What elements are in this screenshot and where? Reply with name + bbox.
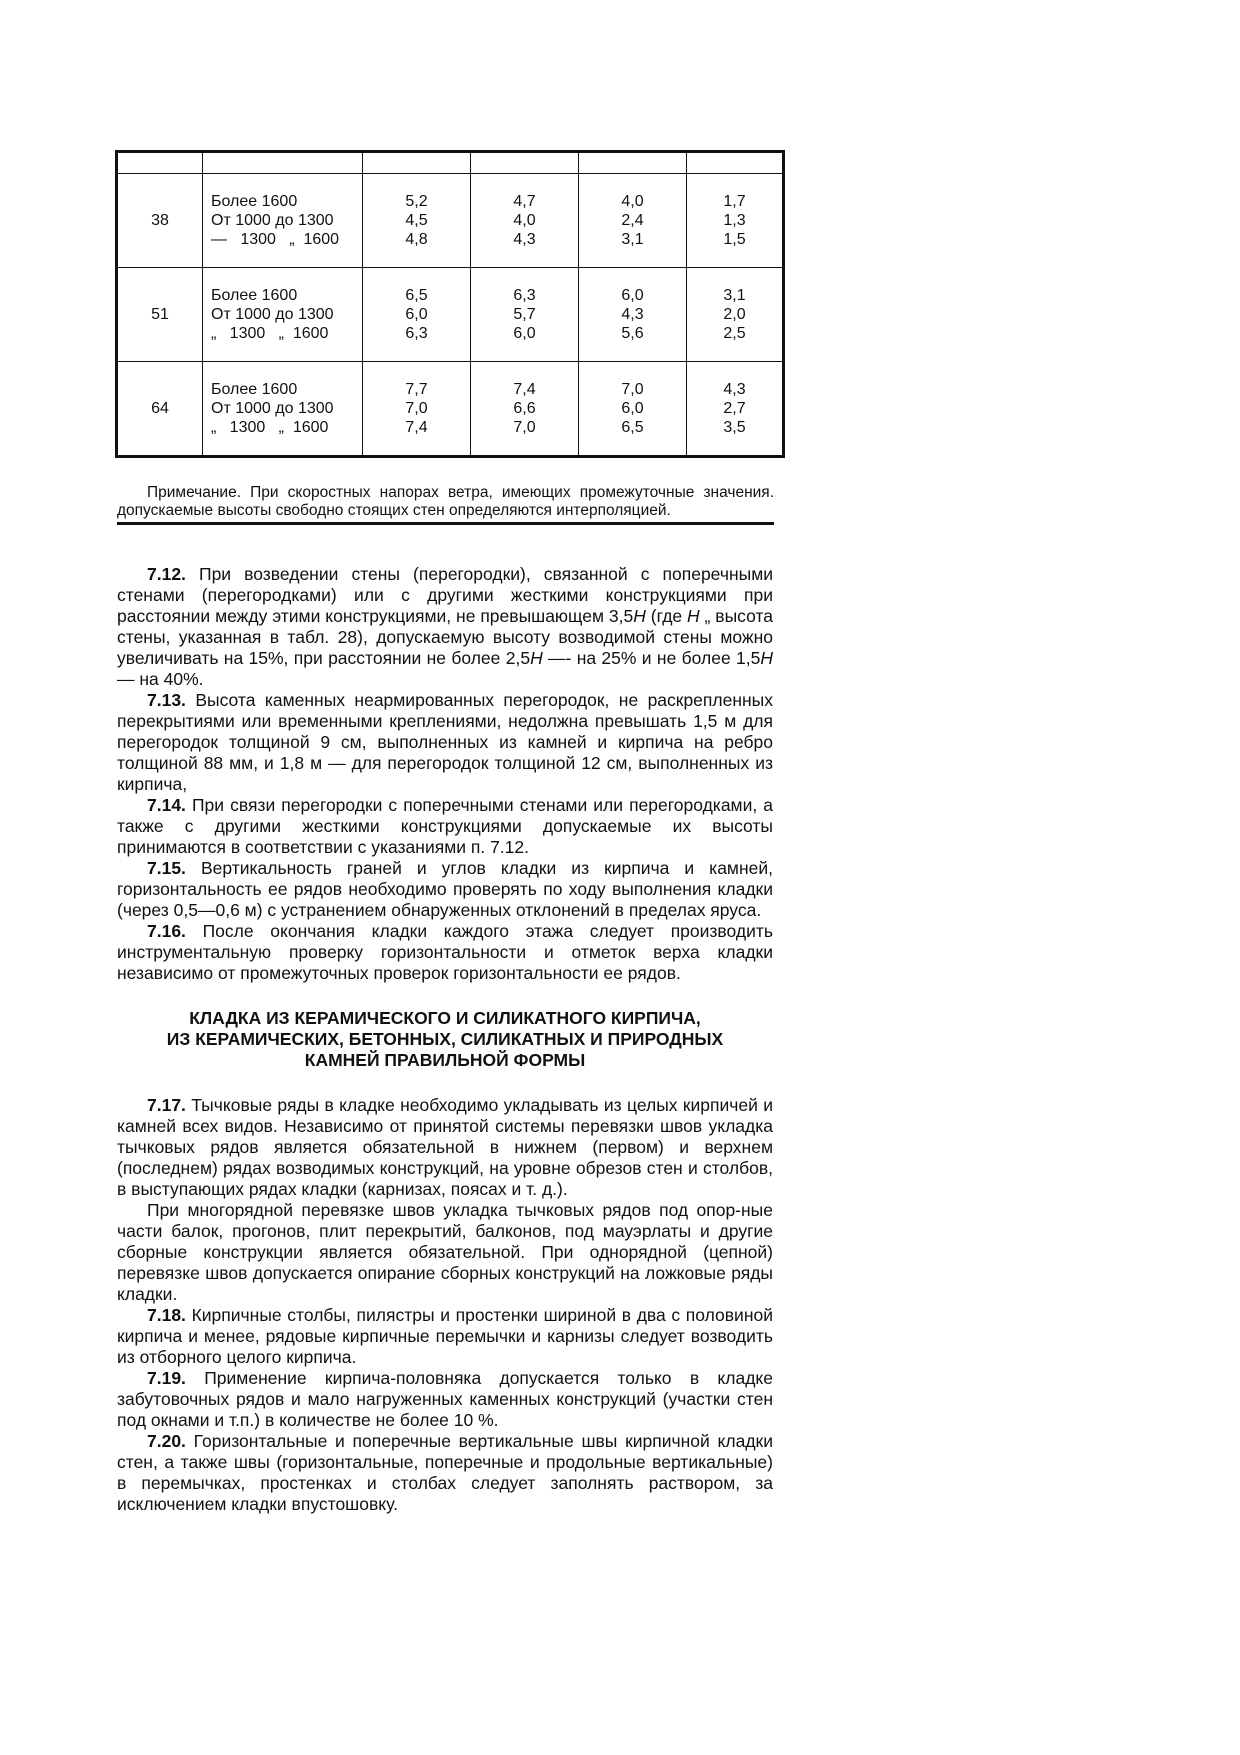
clause-number: 7.17. (147, 1095, 186, 1115)
italic-symbol: Н (633, 606, 646, 626)
paragraph-7-17 (117, 1095, 773, 1200)
height-value: 5,7 (513, 306, 536, 323)
clause-number: 7.14. (147, 795, 186, 815)
height-value-cell (471, 174, 579, 268)
height-value: 4,3 (723, 381, 746, 398)
paragraph-text: Горизонтальные и поперечные вертикальные швы кирпичной кладки стен, а также швы (горизонтальные, поперечные и продольные вертикальные) в перемычках, простенках и столбах следует заполнять раствором, за исключением кладки впустошовку. (117, 1431, 773, 1514)
paragraph-7-18 (117, 1305, 773, 1368)
wall-height-table (115, 150, 785, 458)
paragraph-text: „ высота стены, указанная в табл. 28), допускаемую высоту возводимой стены можно увеличивать на 15%, при расстоянии не более 2,5 (117, 606, 774, 668)
wind-pressure-line: Более 1600 (211, 193, 298, 210)
clause-number: 7.16. (147, 921, 186, 941)
section-heading-line: КЛАДКА ИЗ КЕРАМИЧЕСКОГО И СИЛИКАТНОГО КИРПИЧА, (189, 1008, 701, 1028)
table-header-cell (687, 152, 784, 174)
height-value: 6,0 (513, 325, 536, 342)
paragraph-text: При связи перегородки с поперечными стенами или перегородками, а также с другими жесткими конструкциями допускаемые их высоты принимаются в соответствии с указаниями п. 7.12. (117, 795, 773, 857)
height-value-cell (579, 362, 687, 457)
wind-pressure-line: Более 1600 (211, 381, 298, 398)
height-value: 6,3 (513, 287, 536, 304)
paragraph-text: Высота каменных неармированных перегородок, не раскрепленных перекрытиями или временными креплениями, недолжна превышать 1,5 м для перегородок толщиной 9 см, выполненных из камней и кирпича на ребро толщиной 88 мм, и 1,8 м — для перегородок толщиной 12 см, выполненных из кирпича, (117, 690, 773, 794)
height-value: 7,4 (513, 381, 536, 398)
table-row (117, 174, 784, 268)
height-value: 3,5 (723, 419, 746, 436)
height-value: 2,0 (723, 306, 746, 323)
section-heading-line: КАМНЕЙ ПРАВИЛЬНОЙ ФОРМЫ (304, 1050, 586, 1070)
height-value: 7,0 (513, 419, 536, 436)
height-value-cell (687, 174, 784, 268)
height-value: 6,0 (405, 306, 428, 323)
wind-pressure-line: От 1000 до 1300 (211, 400, 334, 417)
height-value-cell (471, 268, 579, 362)
paragraph-text: После окончания кладки каждого этажа следует производить инструментальную проверку горизонтальности и отметок верха кладки независимо от промежуточных проверок горизонтальности ее рядов. (117, 921, 773, 983)
wind-pressure-line: От 1000 до 1300 (211, 212, 334, 229)
clause-number: 7.13. (147, 690, 186, 710)
height-value-cell (363, 174, 471, 268)
table-header-cell (471, 152, 579, 174)
clause-number: 7.15. (147, 858, 186, 878)
table-row (117, 268, 784, 362)
height-value: 6,3 (405, 325, 428, 342)
height-value: 7,0 (621, 381, 644, 398)
section-heading-line: ИЗ КЕРАМИЧЕСКИХ, БЕТОННЫХ, СИЛИКАТНЫХ И ПРИРОДНЫХ (166, 1029, 724, 1049)
wall-thickness-cell: 38 (117, 174, 203, 268)
body-text (117, 564, 773, 1515)
paragraph-text: Применение кирпича-половняка допускается только в кладке забутовочных рядов и мало нагруженных каменных конструкций (участки стен под окнами и т.п.) в количестве не более 10 %. (117, 1368, 773, 1430)
paragraph-7-20 (117, 1431, 773, 1515)
paragraph-text: —- на 25% и не более 1,5 (542, 648, 761, 668)
height-value: 4,5 (405, 212, 428, 229)
clause-number: 7.12. (147, 564, 186, 584)
wind-pressure-line: Более 1600 (211, 287, 298, 304)
height-value: 4,8 (405, 231, 428, 248)
table-note: Примечание. При скоростных напорах ветра, имеющих промежуточные значения. допускаемые высоты свободно стоящих стен определяются интерполяцией. (117, 484, 774, 525)
wind-pressure-line: От 1000 до 1300 (211, 306, 334, 323)
italic-symbol: Н (687, 606, 700, 626)
table-header-cell (203, 152, 363, 174)
wall-thickness-cell: 51 (117, 268, 203, 362)
table-header-row (117, 152, 784, 174)
paragraph-7-13 (117, 690, 773, 795)
height-value: 6,5 (621, 419, 644, 436)
paragraph-text: Вертикальность граней и углов кладки из кирпича и камней, горизонтальность ее рядов необходимо проверять по ходу выполнения кладки (через 0,5—0,6 м) с устранением обнаруженных отклонений в пределах яруса. (117, 858, 773, 920)
wind-pressure-cell (203, 268, 363, 362)
height-value: 5,6 (621, 325, 644, 342)
table-header-cell (579, 152, 687, 174)
paragraph-7-16 (117, 921, 773, 984)
paragraph-7-19 (117, 1368, 773, 1431)
height-value: 3,1 (621, 231, 644, 248)
wind-pressure-line: „ 1300 „ 1600 (211, 419, 329, 436)
height-value: 6,6 (513, 400, 536, 417)
height-value-cell (471, 362, 579, 457)
height-value-cell (579, 268, 687, 362)
height-value: 4,0 (621, 193, 644, 210)
wall-thickness-cell: 64 (117, 362, 203, 457)
height-value: 6,0 (621, 400, 644, 417)
paragraph-text: При возведении стены (перегородки), связанной с поперечными стенами (перегородками) или с другими жесткими конструкциями при расстоянии между этими конструкциями, не превышающем 3,5 (117, 564, 773, 626)
clause-number: 7.20. (147, 1431, 186, 1451)
clause-number: 7.19. (147, 1368, 186, 1388)
paragraph-text: Кирпичные столбы, пилястры и простенки шириной в два с половиной кирпича и менее, рядовые кирпичные перемычки и карнизы следует возводить из отборного целого кирпича. (117, 1305, 773, 1367)
height-value: 6,5 (405, 287, 428, 304)
italic-symbol: Н (760, 648, 773, 668)
height-value: 4,7 (513, 193, 536, 210)
paragraph-text: — на 40%. (117, 669, 204, 689)
height-value: 6,0 (621, 287, 644, 304)
height-value: 2,7 (723, 400, 746, 417)
paragraph-7-17-continued (117, 1200, 773, 1305)
paragraph-7-14 (117, 795, 773, 858)
section-heading (117, 1008, 773, 1071)
table-row (117, 362, 784, 457)
height-value: 2,4 (621, 212, 644, 229)
paragraph-text: При многорядной перевязке швов укладка тычковых рядов под опор-ные части балок, прогонов, плит перекрытий, балконов, под мауэрлаты и другие сборные конструкции является обязательной. При однорядной (цепной) перевязке швов допускается опирание сборных конструкций на ложковые ряды кладки. (117, 1200, 773, 1304)
height-value-cell (579, 174, 687, 268)
height-value-cell (363, 268, 471, 362)
wind-pressure-cell (203, 174, 363, 268)
height-value: 1,5 (723, 231, 746, 248)
height-value-cell (687, 362, 784, 457)
height-value: 3,1 (723, 287, 746, 304)
height-value: 5,2 (405, 193, 428, 210)
wind-pressure-line: „ 1300 „ 1600 (211, 325, 329, 342)
height-value: 2,5 (723, 325, 746, 342)
clause-number: 7.18. (147, 1305, 186, 1325)
wind-pressure-line: — 1300 „ 1600 (211, 231, 340, 248)
height-value: 7,7 (405, 381, 428, 398)
height-value-cell (687, 268, 784, 362)
table-header-cell (117, 152, 203, 174)
paragraph-7-15 (117, 858, 773, 921)
height-value: 4,3 (513, 231, 536, 248)
paragraph-text: (где (645, 606, 688, 626)
paragraph-text: Тычковые ряды в кладке необходимо укладывать из целых кирпичей и камней всех видов. Независимо от принятой системы перевязки швов укладка тычковых рядов является обязательной в нижнем (первом) и верхнем (последнем) рядах возводимых конструкций, на уровне обрезов стен и столбов, в выступающих рядах кладки (карнизах, поясах и т. д.). (117, 1095, 773, 1199)
paragraph-7-12 (117, 564, 773, 690)
height-value-cell (363, 362, 471, 457)
height-value: 7,0 (405, 400, 428, 417)
height-value: 4,3 (621, 306, 644, 323)
italic-symbol: Н (530, 648, 543, 668)
table-header-cell (363, 152, 471, 174)
height-value: 1,3 (723, 212, 746, 229)
height-value: 1,7 (723, 193, 746, 210)
wind-pressure-cell (203, 362, 363, 457)
height-value: 7,4 (405, 419, 428, 436)
height-value: 4,0 (513, 212, 536, 229)
